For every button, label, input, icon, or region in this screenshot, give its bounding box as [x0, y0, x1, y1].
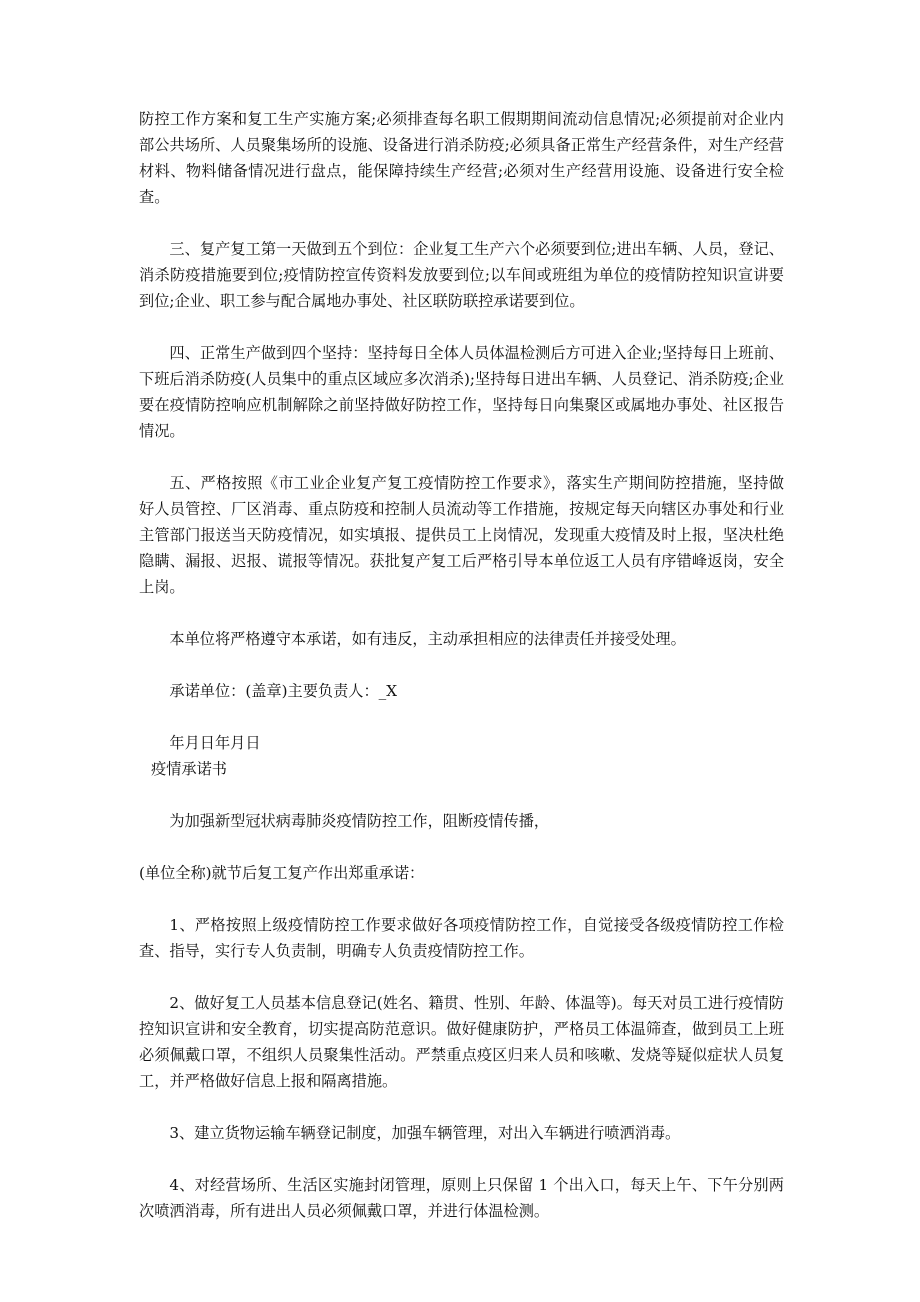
paragraph-unit-name: (单位全称)就节后复工复产作出郑重承诺：: [139, 864, 425, 882]
document-body: [139, 106, 784, 1250]
paragraph-item-four: 四、正常生产做到四个坚持：坚持每日全体人员体温检测后方可进入企业;坚持每日上班前、下班后消杀防疫(人员集中的重点区域应多次消杀);坚持每日进出车辆、人员登记、消杀防疫;企业要在疫情防控响应机制解除之前坚持做好防控工作，坚持每日向集聚区或属地办事处、社区报告情况。: [139, 344, 784, 440]
paragraph-point-2: 2、做好复工人员基本信息登记(姓名、籍贯、性别、年龄、体温等)。每天对员工进行疫情防控知识宣讲和安全教育，切实提高防范意识。做好健康防护，严格员工体温筛查，做到员工上班必须佩戴口罩，不组织人员聚集性活动。严禁重点疫区归来人员和咳嗽、发烧等疑似症状人员复工，并严格做好信息上报和隔离措施。: [139, 994, 784, 1090]
paragraph-point-1: 1、严格按照上级疫情防控工作要求做好各项疫情防控工作，自觉接受各级疫情防控工作检查、指导，实行专人负责制，明确专人负责疫情防控工作。: [139, 916, 784, 960]
paragraph-point-4: 4、对经营场所、生活区实施封闭管理，原则上只保留 1 个出入口，每天上午、下午分别两次喷洒消毒，所有进出人员必须佩戴口罩，并进行体温检测。: [139, 1176, 784, 1220]
section-heading: 疫情承诺书: [151, 760, 227, 778]
paragraph-point-3: 3、建立货物运输车辆登记制度，加强车辆管理，对出入车辆进行喷洒消毒。: [169, 1124, 681, 1142]
paragraph-signature-line: 承诺单位：(盖章)主要负责人：_X: [169, 682, 398, 700]
paragraph-date-line: 年月日年月日: [169, 734, 261, 752]
paragraph-item-three: 三、复产复工第一天做到五个到位：企业复工生产六个必须要到位;进出车辆、人员，登记、消杀防疫措施要到位;疫情防控宣传资料发放要到位;以车间或班组为单位的疫情防控知识宣讲要到位;企业、职工参与配合属地办事处、社区联防联控承诺要到位。: [139, 240, 784, 310]
paragraph-item-five: 五、严格按照《市工业企业复产复工疫情防控工作要求》，落实生产期间防控措施，坚持做好人员管控、厂区消毒、重点防疫和控制人员流动等工作措施，按规定每天向辖区办事处和行业主管部门报送当天防疫情况，如实填报、提供员工上岗情况，发现重大疫情及时上报，坚决杜绝隐瞒、漏报、迟报、谎报等情况。获批复产复工后严格引导本单位返工人员有序错峰返岗，安全上岗。: [139, 474, 784, 596]
paragraph-prevention-plan: 防控工作方案和复工生产实施方案;必须排查每名职工假期期间流动信息情况;必须提前对企业内部公共场所、人员聚集场所的设施、设备进行消杀防疫;必须具备正常生产经营条件，对生产经营材料、物料储备情况进行盘点，能保障持续生产经营;必须对生产经营用设施、设备进行安全检查。: [139, 110, 784, 206]
paragraph-commitment-statement: 本单位将严格遵守本承诺，如有违反，主动承担相应的法律责任并接受处理。: [169, 630, 686, 648]
paragraph-intro: 为加强新型冠状病毒肺炎疫情防控工作，阻断疫情传播，: [169, 812, 550, 830]
